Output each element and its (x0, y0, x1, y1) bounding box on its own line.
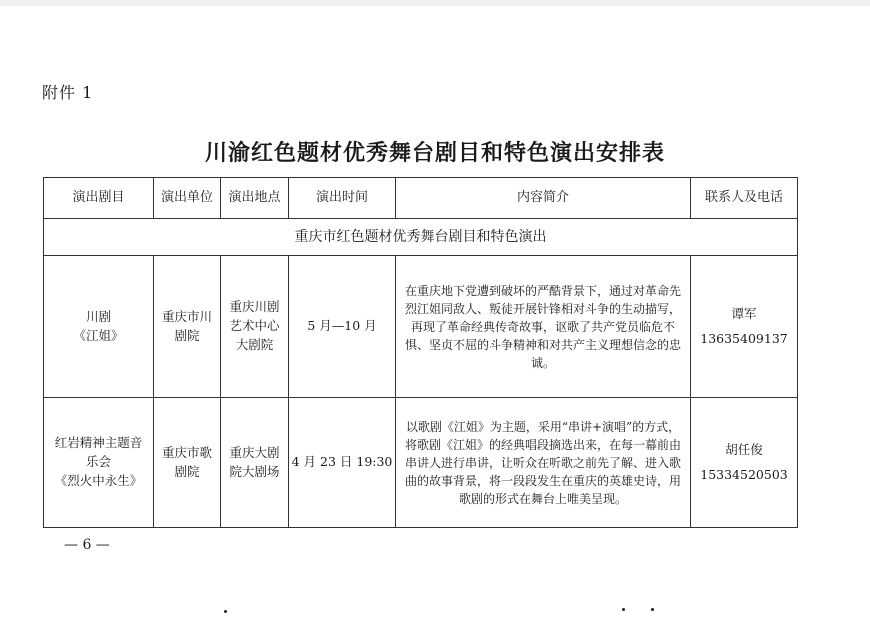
venue-line: 院大剧场 (229, 463, 280, 479)
page-top-edge (0, 0, 870, 6)
scan-speck (224, 610, 227, 613)
header-cell: 演出单位 (154, 178, 221, 219)
scan-speck (622, 608, 625, 611)
page-number: — 6 — (64, 537, 110, 553)
contact-name: 谭军 (731, 305, 757, 321)
section-title: 重庆市红色题材优秀舞台剧目和特色演出 (44, 219, 798, 256)
contact-phone: 15334520503 (700, 466, 788, 482)
unit-line: 重庆市歌 (161, 444, 212, 460)
unit-line: 剧院 (174, 463, 200, 479)
venue-line: 大剧院 (235, 336, 274, 352)
header-cell: 内容简介 (396, 178, 691, 219)
title-line: 《江姐》 (73, 327, 124, 343)
venue-line: 艺术中心 (229, 318, 280, 334)
table-row (44, 398, 798, 528)
time-cell: 4 月 23 日 19:30 (289, 398, 396, 528)
time-cell: 5 月—10 月 (289, 256, 396, 398)
performance-title-cell (44, 398, 154, 528)
title-line: 乐会 (85, 454, 111, 470)
header-cell: 联系人及电话 (691, 178, 798, 219)
table-header-row (44, 178, 798, 219)
title-line: 红岩精神主题音 (54, 435, 143, 451)
header-cell: 演出地点 (221, 178, 289, 219)
page-title: 川渝红色题材优秀舞台剧目和特色演出安排表 (204, 140, 665, 166)
performer-unit-cell (154, 398, 221, 528)
annex-label: 附件 1 (42, 83, 94, 102)
performance-title-cell (44, 256, 154, 398)
header-cell: 演出剧目 (44, 178, 154, 219)
scan-speck (651, 608, 654, 611)
contact-cell (691, 256, 798, 398)
title-line: 川剧 (85, 308, 111, 324)
venue-cell (221, 398, 289, 528)
table-row (44, 256, 798, 398)
contact-phone: 13635409137 (700, 330, 788, 346)
venue-line: 重庆大剧 (229, 444, 280, 460)
header-cell: 演出时间 (289, 178, 396, 219)
schedule-table (43, 177, 798, 528)
description-cell: 以歌剧《江姐》为主题，采用“串讲+演唱”的方式，将歌剧《江姐》的经典唱段摘选出来，在每一幕前由串讲人进行串讲，让听众在听歌之前先了解、进入歌曲的故事背景，将一段段发生在重庆的英雄史诗，用歌剧的形式在舞台上唯美呈现。 (396, 398, 691, 528)
venue-cell (221, 256, 289, 398)
contact-name: 胡任俊 (725, 441, 763, 457)
unit-line: 剧院 (174, 327, 200, 343)
section-row (44, 219, 798, 256)
performer-unit-cell (154, 256, 221, 398)
venue-line: 重庆川剧 (229, 299, 280, 315)
contact-cell (691, 398, 798, 528)
description-cell: 在重庆地下党遭到破坏的严酷背景下，通过对革命先 烈江姐同敌人、叛徒开展针锋相对斗争的生动描写，再现了革命经典传奇故事，讴歌了共产党员临危不惧、坚贞不屈的斗争精神和对共产主义理想信念的忠诚。 (396, 256, 691, 398)
title-line: 《烈火中永生》 (54, 472, 143, 488)
unit-line: 重庆市川 (161, 308, 212, 324)
